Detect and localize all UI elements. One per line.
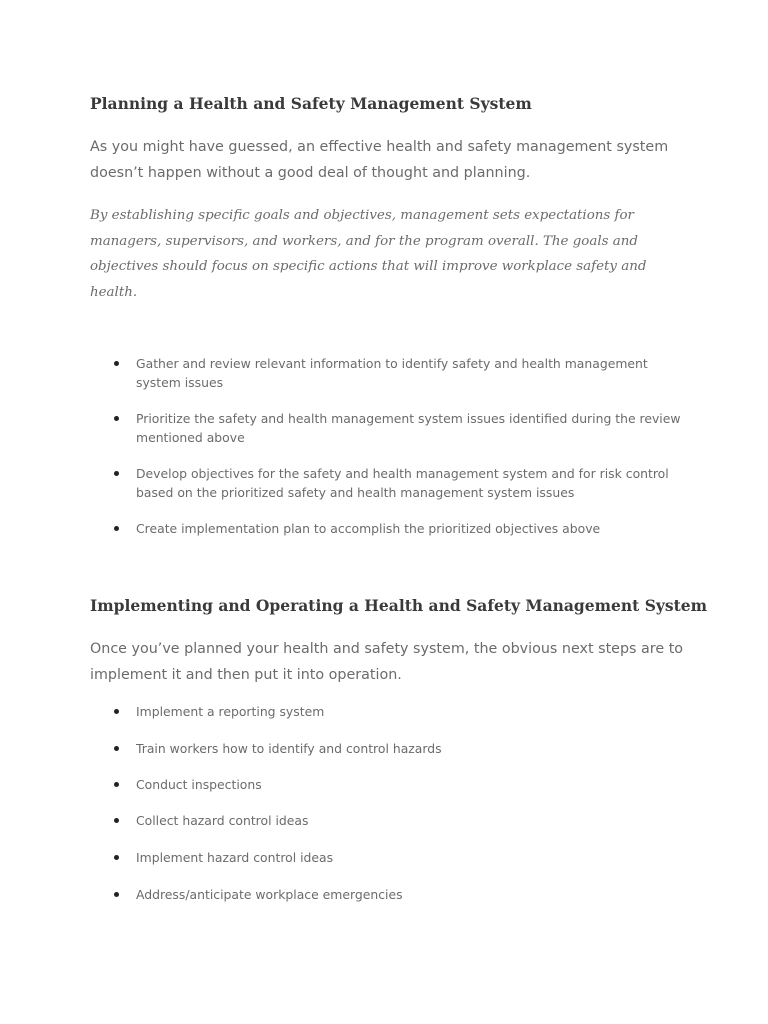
bullet-icon [114,361,119,366]
implementing-intro-paragraph: Once you’ve planned your health and safety system, the obvious next steps are to implement it and then put it into operation. [90,641,684,683]
bullet-icon [114,416,119,421]
list-item-text: Implement a reporting system [136,704,325,719]
bullet-icon [114,709,119,714]
planning-goals-quote: By establishing specific goals and objectives, management sets expectations for managers, supervisors, and workers, and for the program overall. The goals and objectives should focus on specific actions that will improve workplace safety and health. [90,208,647,300]
list-item-text: Develop objectives for the safety and health management system and for risk control based on the prioritized safety and health management system issues [136,466,669,500]
list-item-text: Create implementation plan to accomplish the prioritized objectives above [136,521,601,536]
bullet-icon [114,526,119,531]
bullet-icon [114,471,119,476]
section-heading-implementing: Implementing and Operating a Health and Safety Management System [90,596,708,615]
bullet-icon [114,746,119,751]
list-item-text: Gather and review relevant information to identify safety and health management system issues [136,356,648,390]
bullet-icon [114,818,119,823]
bullet-icon [114,892,119,897]
list-item-text: Address/anticipate workplace emergencies [136,887,403,902]
list-item-text: Train workers how to identify and control hazards [136,741,442,756]
section-heading-planning: Planning a Health and Safety Management System [90,94,532,113]
list-item-text: Prioritize the safety and health management system issues identified during the review mentioned above [136,411,681,445]
bullet-icon [114,782,119,787]
list-item-text: Implement hazard control ideas [136,850,334,865]
list-item-text: Conduct inspections [136,777,262,792]
bullet-icon [114,855,119,860]
list-item-text: Collect hazard control ideas [136,813,309,828]
planning-intro-paragraph: As you might have guessed, an effective health and safety management system doesn’t happen without a good deal of thought and planning. [90,139,669,181]
